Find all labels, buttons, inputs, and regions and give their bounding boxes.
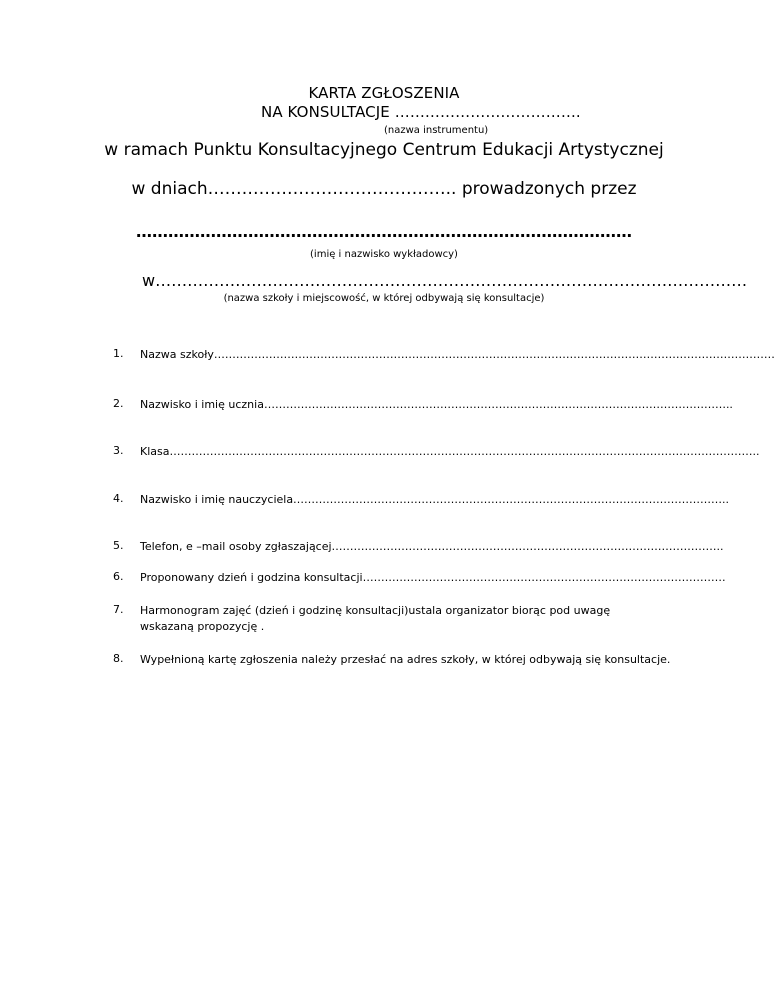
form-subtitle: w ramach Punktu Konsultacyjnego Centrum Edukacji Artystycznej (104, 140, 664, 160)
item-text: Nazwa szkoły……………………………………………………………………………………………………………………………………… (140, 348, 775, 361)
item-number: 5. (113, 539, 124, 552)
item-text: Telefon, e –mail osoby zgłaszającej…………………………………………………………………………………………….. (140, 540, 724, 553)
item-number: 3. (113, 444, 124, 457)
item-number: 7. (113, 603, 124, 616)
item-text: Harmonogram zajęć (dzień i godzinę konsultacji)ustala organizator biorąc pod uwagę wskazaną propozycję . (140, 604, 611, 633)
item-number: 4. (113, 492, 124, 505)
form-title-instrument: NA KONSULTACJE ………………………………. (261, 103, 581, 121)
item-number: 6. (113, 570, 124, 583)
form-title: KARTA ZGŁOSZENIA (308, 84, 460, 102)
lecturer-line: ………………………………………………………………………………… (136, 222, 632, 241)
school-caption: (nazwa szkoły i miejscowość, w której odbywają się konsultacje) (223, 293, 545, 304)
item-text: Klasa…………………………………………………………………………………………………………………………………………….. (140, 445, 760, 458)
item-text: Nazwisko i imię nauczyciela……………………………………………………………………………………………………….. (140, 493, 730, 506)
instrument-caption: (nazwa instrumentu) (384, 125, 489, 136)
lecturer-caption: (imię i nazwisko wykładowcy) (310, 249, 458, 260)
item-text: Proponowany dzień i godzina konsultacji……………………………………………………………………………………… (140, 571, 726, 584)
item-number: 2. (113, 397, 124, 410)
dates-line: w dniach…………………………………….. prowadzonych przez (131, 179, 637, 199)
school-line: w………………………………………………………………………………………………… (142, 271, 748, 290)
item-number: 8. (113, 652, 124, 665)
item-text: Wypełnioną kartę zgłoszenia należy przesłać na adres szkoły, w której odbywają się konsultacje. (140, 653, 671, 666)
item-number: 1. (113, 347, 124, 360)
item-text: Nazwisko i imię ucznia……………………………………………………………………………………………………………….. (140, 398, 733, 411)
